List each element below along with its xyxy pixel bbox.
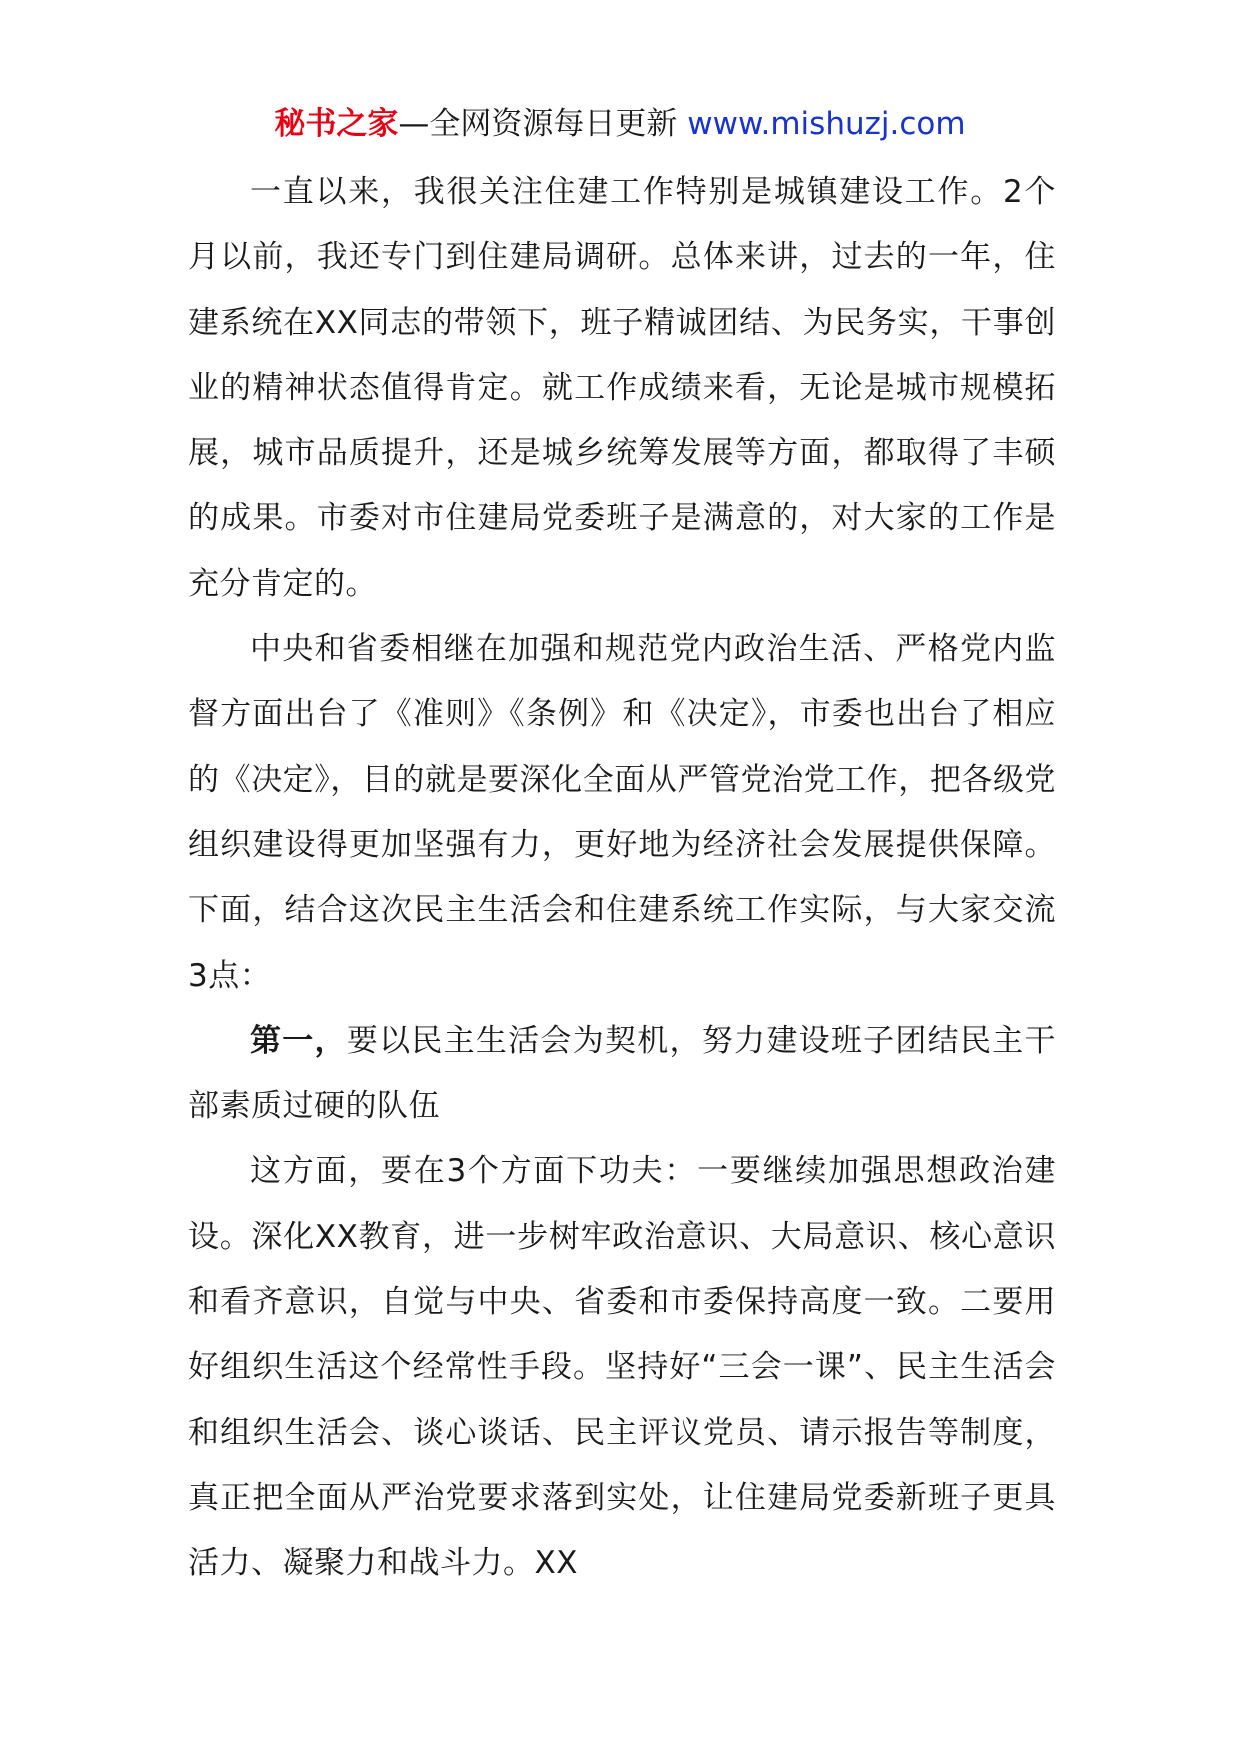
section-heading-number: 第一，: [250, 1022, 347, 1059]
section-heading: [188, 1009, 1056, 1140]
brand-name: 秘书之家: [274, 106, 399, 142]
body-paragraph-1: 一直以来，我很关注住建工作特别是城镇建设工作。2个月以前，我还专门到住建局调研。总体来讲，过去的一年，住建系统在XX同志的带领下，班子精诚团结、为民务实，干事创业的精神状态值得肯定。就工作成绩来看，无论是城市规模拓展，城市品质提升，还是城乡统筹发展等方面，都取得了丰硕的成果。市委对市住建局党委班子是满意的，对大家的工作是充分肯定的。: [188, 174, 1056, 602]
website-link[interactable]: www.mishuzj.com: [687, 106, 966, 142]
header-slogan: —全网资源每日更新: [398, 106, 688, 142]
section-heading-text: 要以民主生活会为契机，努力建设班子团结民主干部素质过硬的队伍: [188, 1022, 1056, 1125]
document-body: [188, 160, 1056, 1597]
page-header: [0, 100, 1240, 148]
body-paragraph-2: 中央和省委相继在加强和规范党内政治生活、严格党内监督方面出台了《准则》《条例》和《决定》，市委也出台了相应的《决定》，目的就是要深化全面从严管党治党工作，把各级党组织建设得更加坚强有力，更好地为经济社会发展提供保障。下面，结合这次民主生活会和住建系统工作实际，与大家交流3点：: [188, 631, 1056, 994]
body-paragraph-3: 这方面，要在3个方面下功夫：一要继续加强思想政治建设。深化XX教育，进一步树牢政治意识、大局意识、核心意识和看齐意识，自觉与中央、省委和市委保持高度一致。二要用好组织生活这个经常性手段。坚持好“三会一课”、民主生活会和组织生活会、谈心谈话、民主评议党员、请示报告等制度，真正把全面从严治党要求落到实处，让住建局党委新班子更具活力、凝聚力和战斗力。XX: [188, 1153, 1056, 1582]
